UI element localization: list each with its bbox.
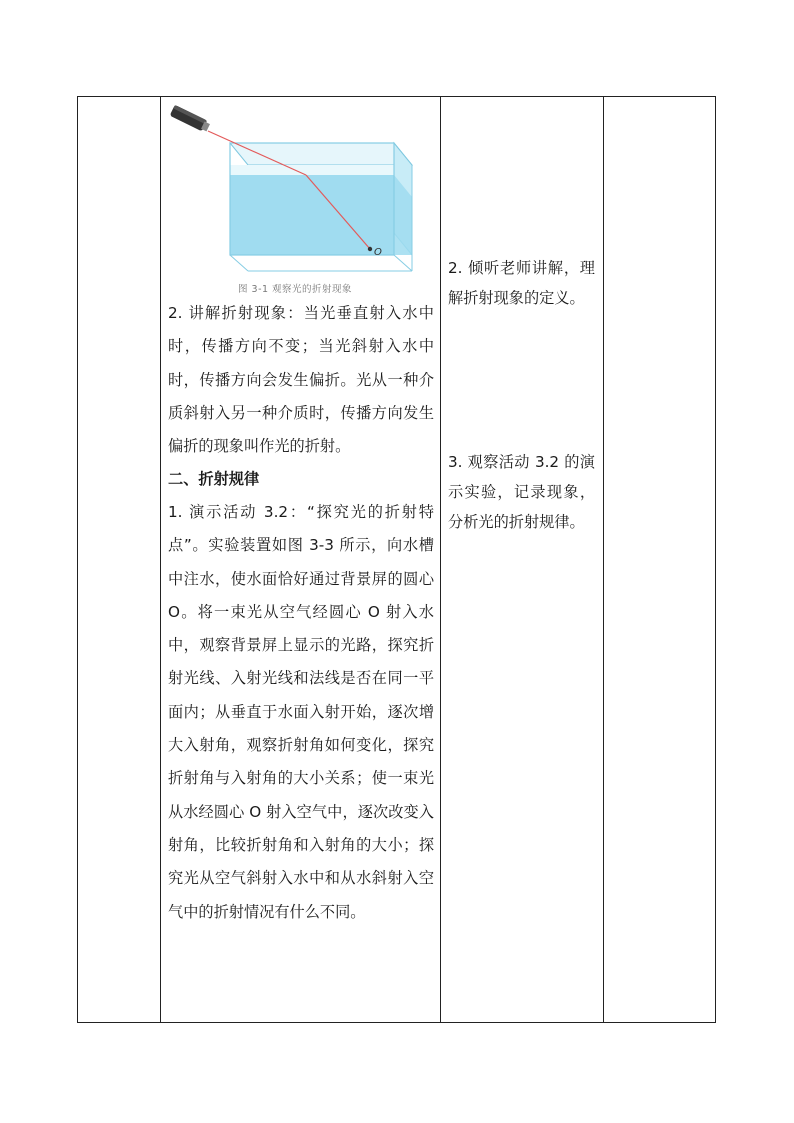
water-volume — [230, 175, 412, 255]
section-heading: 二、折射规律 — [168, 470, 260, 488]
student-step-2: 2. 倾听老师讲解，理解折射现象的定义。 — [448, 259, 595, 307]
refraction-figure — [168, 103, 432, 295]
experiment-description: 1. 演示活动 3.2：“探究光的折射特点”。实验装置如图 3-3 所示，向水槽中注水，使水面恰好通过背景屏的圆心 O。将一束光从空气经圆心 O 射入水中，观察背景屏上显示的光路，探究折射光线、入射光线和法线是否在同一平面内；从垂直于水面入射开始，逐次增大入射角，观察折射角如何变化，探究折射角与入射角的大小关系；使一束光从水经圆心 O 射入空气中，逐次改变入射角，比较折射角和入射角的大小；探究光从空气斜射入水中和从水斜射入空气中的折射情况有什么不同。 — [168, 503, 434, 921]
tank-edge — [394, 255, 412, 271]
point-o-label: O — [374, 247, 382, 258]
laser-pointer — [170, 105, 211, 133]
water-tank-illustration — [168, 103, 432, 295]
teacher-activity-cell — [160, 97, 440, 1022]
tank-top — [230, 143, 412, 165]
figure-caption: 图 3-1 观察光的折射现象 — [238, 284, 353, 295]
student-activity-cell — [440, 97, 603, 1022]
tank-edge — [230, 255, 248, 271]
point-o — [368, 247, 372, 251]
student-step-3: 3. 观察活动 3.2 的演示实验，记录现象，分析光的折射规律。 — [448, 453, 595, 531]
air-gap — [230, 165, 394, 175]
column-divider-3 — [603, 97, 604, 1022]
lesson-table — [77, 96, 716, 1023]
refraction-explanation: 2. 讲解折射现象：当光垂直射入水中时，传播方向不变；当光斜射入水中时，传播方向会发生偏折。光从一种介质斜射入另一种介质时，传播方向发生偏折的现象叫作光的折射。 — [168, 304, 434, 456]
